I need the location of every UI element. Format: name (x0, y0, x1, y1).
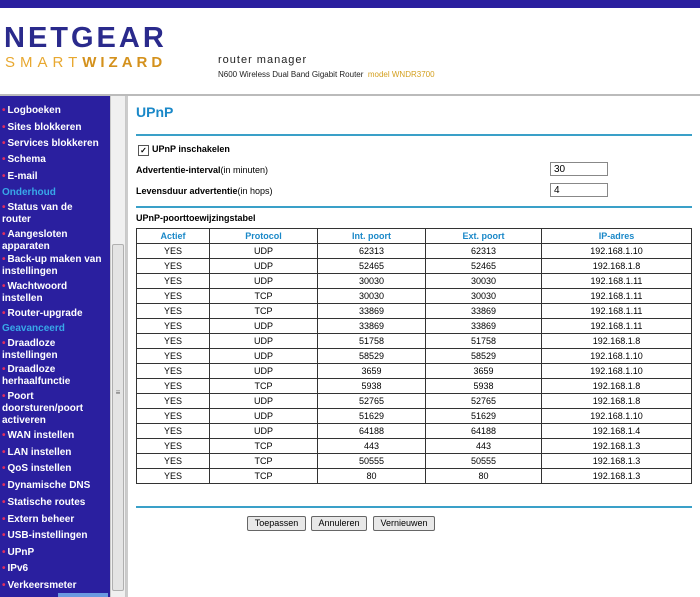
cell-int-port: 3659 (318, 364, 426, 379)
cell-protocol: TCP (210, 469, 318, 484)
cell-active: YES (137, 334, 210, 349)
cell-ip-address: 192.168.1.8 (542, 379, 692, 394)
cell-ip-address: 192.168.1.11 (542, 319, 692, 334)
cell-ip-address: 192.168.1.4 (542, 424, 692, 439)
cell-active: YES (137, 469, 210, 484)
cell-ext-port: 5938 (426, 379, 542, 394)
cell-int-port: 80 (318, 469, 426, 484)
cell-protocol: UDP (210, 409, 318, 424)
cell-protocol: TCP (210, 439, 318, 454)
top-bar (0, 0, 700, 8)
cell-ext-port: 33869 (426, 304, 542, 319)
sidebar-item-ipv6[interactable]: • IPv6 (2, 563, 29, 574)
logo-smartwizard: SMARTWIZARD (5, 54, 167, 71)
col-header-protocol: Protocol (210, 229, 318, 244)
col-header-ext-port: Ext. poort (426, 229, 542, 244)
cell-protocol: UDP (210, 424, 318, 439)
cell-ext-port: 58529 (426, 349, 542, 364)
sidebar-section-geavanceerd: Geavanceerd (2, 323, 65, 334)
cell-ext-port: 52465 (426, 259, 542, 274)
cell-active: YES (137, 244, 210, 259)
table-row (137, 244, 692, 259)
logo-netgear: NETGEAR (4, 22, 167, 54)
table-row (137, 274, 692, 289)
cell-ip-address: 192.168.1.10 (542, 244, 692, 259)
cell-active: YES (137, 364, 210, 379)
cell-ip-address: 192.168.1.11 (542, 274, 692, 289)
cell-active: YES (137, 319, 210, 334)
cell-protocol: TCP (210, 304, 318, 319)
advertisement-ttl-input[interactable]: 4 (550, 183, 608, 197)
cell-ext-port: 33869 (426, 319, 542, 334)
header-subtitle: router manager (218, 54, 308, 66)
sidebar-item-sites-blokkeren[interactable]: • Sites blokkeren (2, 122, 82, 133)
cell-ip-address: 192.168.1.3 (542, 439, 692, 454)
cell-protocol: TCP (210, 454, 318, 469)
cell-int-port: 30030 (318, 274, 426, 289)
upnp-enable-checkbox[interactable]: ✓ (138, 145, 149, 156)
cell-int-port: 64188 (318, 424, 426, 439)
upnp-enable-row (138, 144, 230, 156)
cancel-button[interactable]: Annuleren (311, 516, 367, 531)
apply-button[interactable]: Toepassen (247, 516, 306, 531)
sidebar-item-services-blokkeren[interactable]: • Services blokkeren (2, 138, 99, 149)
cell-active: YES (137, 379, 210, 394)
cell-int-port: 5938 (318, 379, 426, 394)
scrollbar-grip-icon: ≡ (115, 388, 121, 397)
sidebar-item-schema[interactable]: • Schema (2, 154, 46, 165)
sidebar-item-lan-setup[interactable]: • LAN instellen (2, 447, 72, 458)
advertisement-interval-input[interactable]: 30 (550, 162, 608, 176)
table-row (137, 304, 692, 319)
cell-ext-port: 50555 (426, 454, 542, 469)
cell-protocol: UDP (210, 259, 318, 274)
sidebar-item-qos-setup[interactable]: • QoS instellen (2, 463, 72, 474)
cell-ext-port: 80 (426, 469, 542, 484)
advertisement-interval-label: Advertentie-interval(in minuten) (136, 165, 269, 175)
cell-ext-port: 30030 (426, 289, 542, 304)
sidebar-item-wireless-repeater[interactable]: • Draadloze herhaalfunctie (2, 364, 71, 387)
cell-protocol: UDP (210, 244, 318, 259)
cell-ip-address: 192.168.1.8 (542, 394, 692, 409)
cell-protocol: TCP (210, 379, 318, 394)
cell-ip-address: 192.168.1.11 (542, 304, 692, 319)
cell-ext-port: 443 (426, 439, 542, 454)
sidebar-item-dynamic-dns[interactable]: • Dynamische DNS (2, 480, 91, 491)
table-row (137, 349, 692, 364)
cell-active: YES (137, 409, 210, 424)
cell-active: YES (137, 274, 210, 289)
cell-ext-port: 64188 (426, 424, 542, 439)
cell-protocol: UDP (210, 334, 318, 349)
sidebar-item-attached-devices[interactable]: • Aangesloten apparaten (2, 229, 68, 252)
cell-protocol: UDP (210, 349, 318, 364)
cell-ext-port: 51629 (426, 409, 542, 424)
cell-ext-port: 3659 (426, 364, 542, 379)
sidebar-item-password[interactable]: • Wachtwoord instellen (2, 281, 68, 304)
cell-int-port: 51758 (318, 334, 426, 349)
model-line: N600 Wireless Dual Band Gigabit Router model WNDR3700 (218, 70, 435, 79)
port-map-table-title: UPnP-poorttoewijzingstabel (136, 213, 256, 223)
cell-protocol: UDP (210, 319, 318, 334)
col-header-int-port: Int. poort (318, 229, 426, 244)
cell-ext-port: 52765 (426, 394, 542, 409)
cell-ip-address: 192.168.1.11 (542, 289, 692, 304)
sidebar-item-port-forwarding[interactable]: • Poort doorsturen/poort activeren (2, 391, 84, 426)
sidebar-item-logboeken[interactable]: • Logboeken (2, 105, 61, 116)
col-header-active: Actief (137, 229, 210, 244)
table-divider (136, 206, 692, 208)
sidebar-item-wan-setup[interactable]: • WAN instellen (2, 430, 75, 441)
sidebar-item-wireless-settings[interactable]: • Draadloze instellingen (2, 338, 58, 361)
table-row (137, 424, 692, 439)
title-divider (136, 134, 692, 136)
cell-active: YES (137, 259, 210, 274)
cell-int-port: 33869 (318, 304, 426, 319)
sidebar-item-static-routes[interactable]: • Statische routes (2, 497, 86, 508)
buttons-divider (136, 506, 692, 508)
cell-ext-port: 30030 (426, 274, 542, 289)
cell-int-port: 62313 (318, 244, 426, 259)
port-map-table (136, 228, 692, 484)
cell-int-port: 52465 (318, 259, 426, 274)
cell-ext-port: 51758 (426, 334, 542, 349)
table-row (137, 259, 692, 274)
table-row (137, 364, 692, 379)
cell-active: YES (137, 289, 210, 304)
cell-ip-address: 192.168.1.8 (542, 334, 692, 349)
table-header-row (137, 229, 692, 244)
table-row (137, 454, 692, 469)
table-row (137, 289, 692, 304)
table-row (137, 394, 692, 409)
table-row (137, 469, 692, 484)
upnp-enable-label: UPnP inschakelen (152, 144, 230, 154)
cell-ip-address: 192.168.1.10 (542, 409, 692, 424)
cell-int-port: 30030 (318, 289, 426, 304)
sidebar-scrollbar[interactable] (110, 96, 126, 597)
refresh-button[interactable]: Vernieuwen (373, 516, 435, 531)
cell-active: YES (137, 304, 210, 319)
header (0, 8, 700, 94)
cell-ip-address: 192.168.1.10 (542, 349, 692, 364)
table-row (137, 439, 692, 454)
cell-ip-address: 192.168.1.8 (542, 259, 692, 274)
table-row (137, 409, 692, 424)
sidebar-item-email[interactable]: • E-mail (2, 171, 38, 182)
sidebar-item-remote-management[interactable]: • Extern beheer (2, 514, 75, 525)
scrollbar-thumb[interactable] (112, 244, 124, 591)
cell-active: YES (137, 349, 210, 364)
sidebar-cut-item (2, 96, 5, 101)
main-content (130, 96, 700, 597)
sidebar-item-usb-settings[interactable]: • USB-instellingen (2, 530, 88, 541)
frame-divider (126, 96, 128, 597)
cell-int-port: 443 (318, 439, 426, 454)
cell-ext-port: 62313 (426, 244, 542, 259)
cell-int-port: 50555 (318, 454, 426, 469)
col-header-ip-address: IP-adres (542, 229, 692, 244)
sidebar-item-upnp[interactable]: • UPnP (2, 547, 35, 558)
cell-int-port: 58529 (318, 349, 426, 364)
table-row (137, 319, 692, 334)
cell-active: YES (137, 454, 210, 469)
cell-int-port: 51629 (318, 409, 426, 424)
sidebar-item-router-status[interactable]: • Status van de router (2, 202, 73, 225)
advertisement-ttl-label: Levensduur advertentie(in hops) (136, 186, 273, 196)
cell-protocol: UDP (210, 274, 318, 289)
table-row (137, 334, 692, 349)
cell-int-port: 33869 (318, 319, 426, 334)
cell-protocol: UDP (210, 364, 318, 379)
cell-active: YES (137, 394, 210, 409)
cell-int-port: 52765 (318, 394, 426, 409)
sidebar-item-traffic-meter[interactable]: • Verkeersmeter (2, 580, 77, 591)
cell-ip-address: 192.168.1.3 (542, 454, 692, 469)
sidebar-section-onderhoud: Onderhoud (2, 187, 56, 198)
sidebar-bottom-highlight (58, 593, 108, 597)
sidebar-item-router-upgrade[interactable]: • Router-upgrade (2, 308, 83, 319)
cell-protocol: UDP (210, 394, 318, 409)
sidebar (0, 96, 110, 597)
sidebar-item-backup-settings[interactable]: • Back-up maken van instellingen (2, 254, 102, 277)
cell-ip-address: 192.168.1.10 (542, 364, 692, 379)
cell-active: YES (137, 424, 210, 439)
table-row (137, 379, 692, 394)
cell-active: YES (137, 439, 210, 454)
cell-protocol: TCP (210, 289, 318, 304)
cell-ip-address: 192.168.1.3 (542, 469, 692, 484)
page-title: UPnP (136, 104, 174, 120)
